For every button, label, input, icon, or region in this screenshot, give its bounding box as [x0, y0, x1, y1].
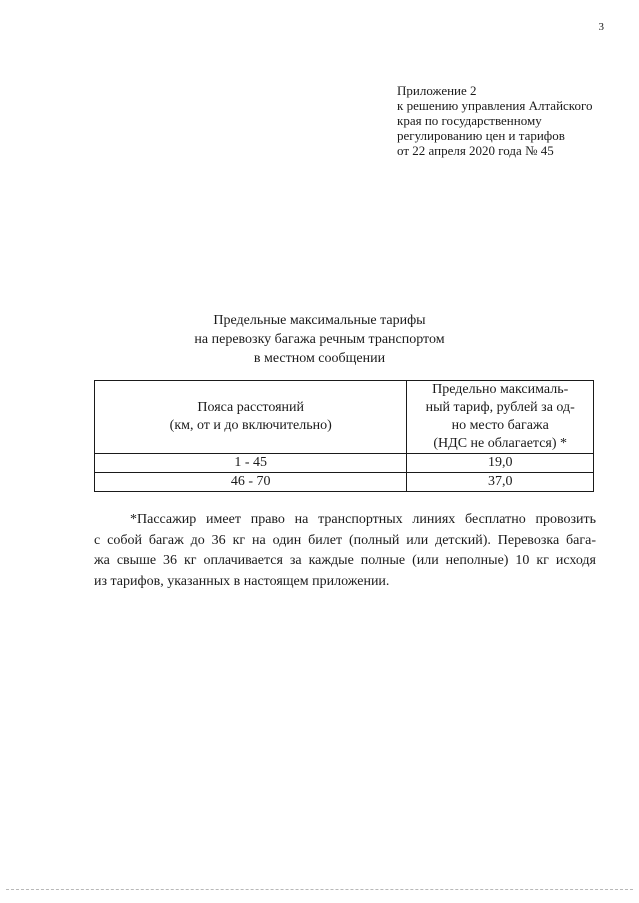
header-line: (км, от и до включительно) — [169, 418, 332, 433]
footnote-paragraph — [94, 510, 596, 592]
document-title — [0, 311, 639, 368]
appendix-line: Приложение 2 — [397, 83, 477, 98]
note-line: из тарифов, указанных в настоящем приложении. — [94, 573, 390, 589]
header-line: Предельно максималь- — [432, 382, 569, 397]
title-line: Предельные максимальные тарифы — [213, 313, 426, 328]
cell-tariff: 37,0 — [407, 473, 594, 492]
note-line: с собой багаж до 36 кг на один билет (полный или детский). Перевозка бага- — [94, 532, 596, 548]
cell-zone: 1 - 45 — [95, 454, 407, 473]
appendix-header — [397, 83, 627, 158]
note-line: *Пассажир имеет право на транспортных линиях бесплатно провозить — [130, 512, 596, 527]
table-header-row — [95, 381, 594, 454]
tariff-table — [94, 380, 594, 492]
table-row — [95, 454, 594, 473]
header-distance-zone — [95, 381, 407, 454]
title-line: в местном сообщении — [253, 351, 386, 366]
header-max-tariff — [407, 381, 594, 454]
appendix-line: от 22 апреля 2020 года № 45 — [397, 143, 554, 158]
appendix-line: регулированию цен и тарифов — [397, 128, 565, 143]
header-line: но место багажа — [451, 418, 549, 433]
appendix-line: края по государственному — [397, 113, 542, 128]
title-line: на перевозку багажа речным транспортом — [194, 332, 445, 347]
header-line: ный тариф, рублей за од- — [425, 400, 575, 415]
scan-edge-line — [6, 889, 633, 890]
header-line: Пояса расстояний — [197, 400, 304, 415]
cell-tariff: 19,0 — [407, 454, 594, 473]
table-row — [95, 473, 594, 492]
note-line: жа свыше 36 кг оплачивается за каждые полные (или неполные) 10 кг исходя — [94, 553, 596, 568]
appendix-line: к решению управления Алтайского — [397, 98, 593, 113]
page-number: 3 — [598, 21, 604, 33]
header-line: (НДС не облагается) * — [433, 436, 568, 451]
cell-zone: 46 - 70 — [95, 473, 407, 492]
